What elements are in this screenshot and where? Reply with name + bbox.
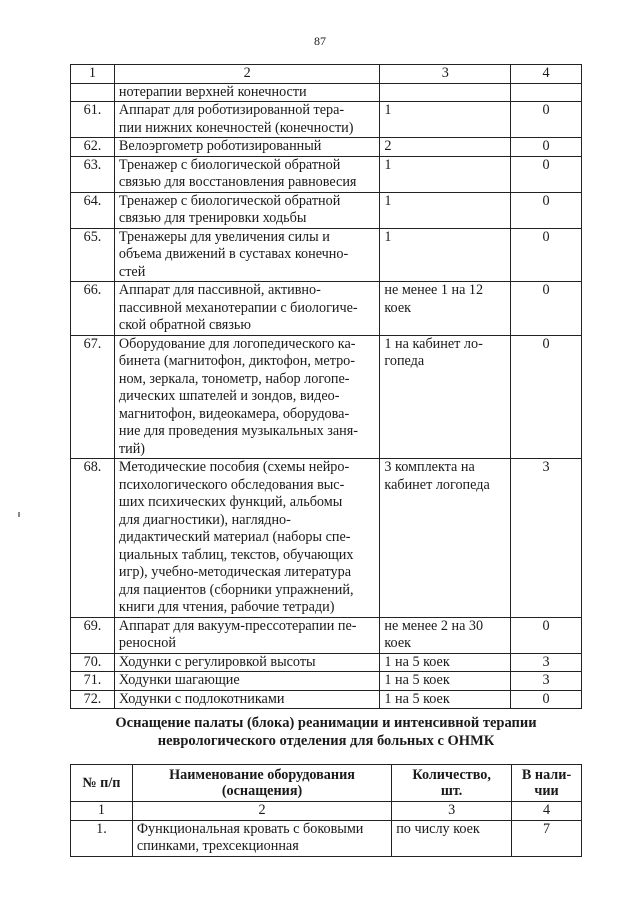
header-quantity: Количество, шт.: [392, 765, 512, 802]
table-row: [71, 156, 582, 192]
equipment-quantity: 1 на 5 коек: [380, 653, 511, 672]
equipment-name: Ходунки с регулировкой высоты: [114, 653, 379, 672]
row-number: 63.: [71, 156, 115, 192]
equipment-name: Аппарат для вакуум-прессотерапии пе- реносной: [114, 617, 379, 653]
equipment-name: Велоэргометр роботизированный: [114, 138, 379, 157]
equipment-availability: [511, 83, 582, 102]
row-number: 68.: [71, 459, 115, 618]
row-number: 69.: [71, 617, 115, 653]
table-row: [71, 228, 582, 282]
equipment-availability: 0: [511, 192, 582, 228]
table-header-row: [71, 765, 582, 802]
column-index: 2: [132, 802, 391, 821]
equipment-quantity: 1: [380, 228, 511, 282]
equipment-name: Оборудование для логопедического ка- бинета (магнитофон, диктофон, метро- ном, зеркала, тонометр, набор логопе- дических шпателей и зондов, видео- магнитофон, видеокамера, оборудова- ние для проведения музыкальных заня- тий): [114, 335, 379, 459]
row-number: [71, 83, 115, 102]
equipment-name: нотерапии верхней конечности: [114, 83, 379, 102]
column-index: 4: [512, 802, 582, 821]
equipment-quantity: 2: [380, 138, 511, 157]
equipment-name: Аппарат для пассивной, активно- пассивной механотерапии с биологиче- ской обратной связью: [114, 282, 379, 336]
row-number: 66.: [71, 282, 115, 336]
equipment-name: Ходунки с подлокотниками: [114, 690, 379, 709]
equipment-name: Тренажер с биологической обратной связью для восстановления равновесия: [114, 156, 379, 192]
column-index: 4: [511, 65, 582, 84]
equipment-quantity: не менее 1 на 12 коек: [380, 282, 511, 336]
row-number: 67.: [71, 335, 115, 459]
column-index: 1: [71, 802, 133, 821]
section-title: Оснащение палаты (блока) реанимации и интенсивной терапии неврологического отделения для больных с ОНМК: [115, 715, 537, 749]
equipment-quantity: не менее 2 на 30 коек: [380, 617, 511, 653]
equipment-quantity: 1 на кабинет ло- гопеда: [380, 335, 511, 459]
equipment-name: Ходунки шагающие: [114, 672, 379, 691]
equipment-availability: 0: [511, 690, 582, 709]
equipment-availability: 0: [511, 335, 582, 459]
equipment-name: Тренажер с биологической обратной связью для тренировки ходьбы: [114, 192, 379, 228]
row-number: 72.: [71, 690, 115, 709]
table-row: [71, 617, 582, 653]
table-row: [71, 102, 582, 138]
equipment-quantity: по числу коек: [392, 820, 512, 856]
equipment-table: [70, 64, 582, 709]
header-number: № п/п: [71, 765, 133, 802]
equipment-quantity: 1: [380, 102, 511, 138]
table-row: [71, 138, 582, 157]
table-row: [71, 653, 582, 672]
scan-artifact: [18, 512, 20, 517]
equipment-quantity: 1 на 5 коек: [380, 690, 511, 709]
row-number: 70.: [71, 653, 115, 672]
column-index: 3: [380, 65, 511, 84]
equipment-availability: 0: [511, 156, 582, 192]
equipment-availability: 3: [511, 672, 582, 691]
table-row: [71, 83, 582, 102]
row-number: 71.: [71, 672, 115, 691]
table-row: [71, 192, 582, 228]
table-index-row: [71, 65, 582, 84]
table-row: [71, 282, 582, 336]
equipment-quantity: 1: [380, 192, 511, 228]
icu-equipment-table: [70, 764, 582, 857]
row-number: 65.: [71, 228, 115, 282]
equipment-quantity: 3 комплекта на кабинет логопеда: [380, 459, 511, 618]
table-row: [71, 335, 582, 459]
row-number: 64.: [71, 192, 115, 228]
page-number: 87: [314, 34, 326, 48]
row-number: 61.: [71, 102, 115, 138]
icu-equipment-table-body: [71, 820, 582, 856]
column-index: 1: [71, 65, 115, 84]
equipment-name: Тренажеры для увеличения силы и объема движений в суставах конечно- стей: [114, 228, 379, 282]
equipment-availability: 3: [511, 653, 582, 672]
table-row: [71, 690, 582, 709]
equipment-availability: 0: [511, 138, 582, 157]
equipment-quantity: [380, 83, 511, 102]
equipment-quantity: 1: [380, 156, 511, 192]
equipment-availability: 0: [511, 617, 582, 653]
equipment-availability: 7: [512, 820, 582, 856]
header-availability: В нали- чии: [512, 765, 582, 802]
equipment-availability: 3: [511, 459, 582, 618]
equipment-name: Методические пособия (схемы нейро- психологического обследования выс- ших психических функций, альбомы для диагностики), наглядно- дидактический материал (наборы спе- циальных таблиц, текстов, обучающих игр), учебно-методическая литература для пациентов (сборники упражнений, книги для чтения, рабочие тетради): [114, 459, 379, 618]
row-number: 1.: [71, 820, 133, 856]
row-number: 62.: [71, 138, 115, 157]
equipment-name: Функциональная кровать с боковыми спинками, трехсекционная: [132, 820, 391, 856]
table-index-row: [71, 802, 582, 821]
table-row: [71, 459, 582, 618]
table-row: [71, 820, 582, 856]
column-index: 2: [114, 65, 379, 84]
equipment-name: Аппарат для роботизированной тера- пии нижних конечностей (конечности): [114, 102, 379, 138]
equipment-quantity: 1 на 5 коек: [380, 672, 511, 691]
header-name: Наименование оборудования (оснащения): [132, 765, 391, 802]
equipment-availability: 0: [511, 102, 582, 138]
table-row: [71, 672, 582, 691]
column-index: 3: [392, 802, 512, 821]
equipment-availability: 0: [511, 228, 582, 282]
equipment-table-body: [71, 83, 582, 709]
equipment-availability: 0: [511, 282, 582, 336]
